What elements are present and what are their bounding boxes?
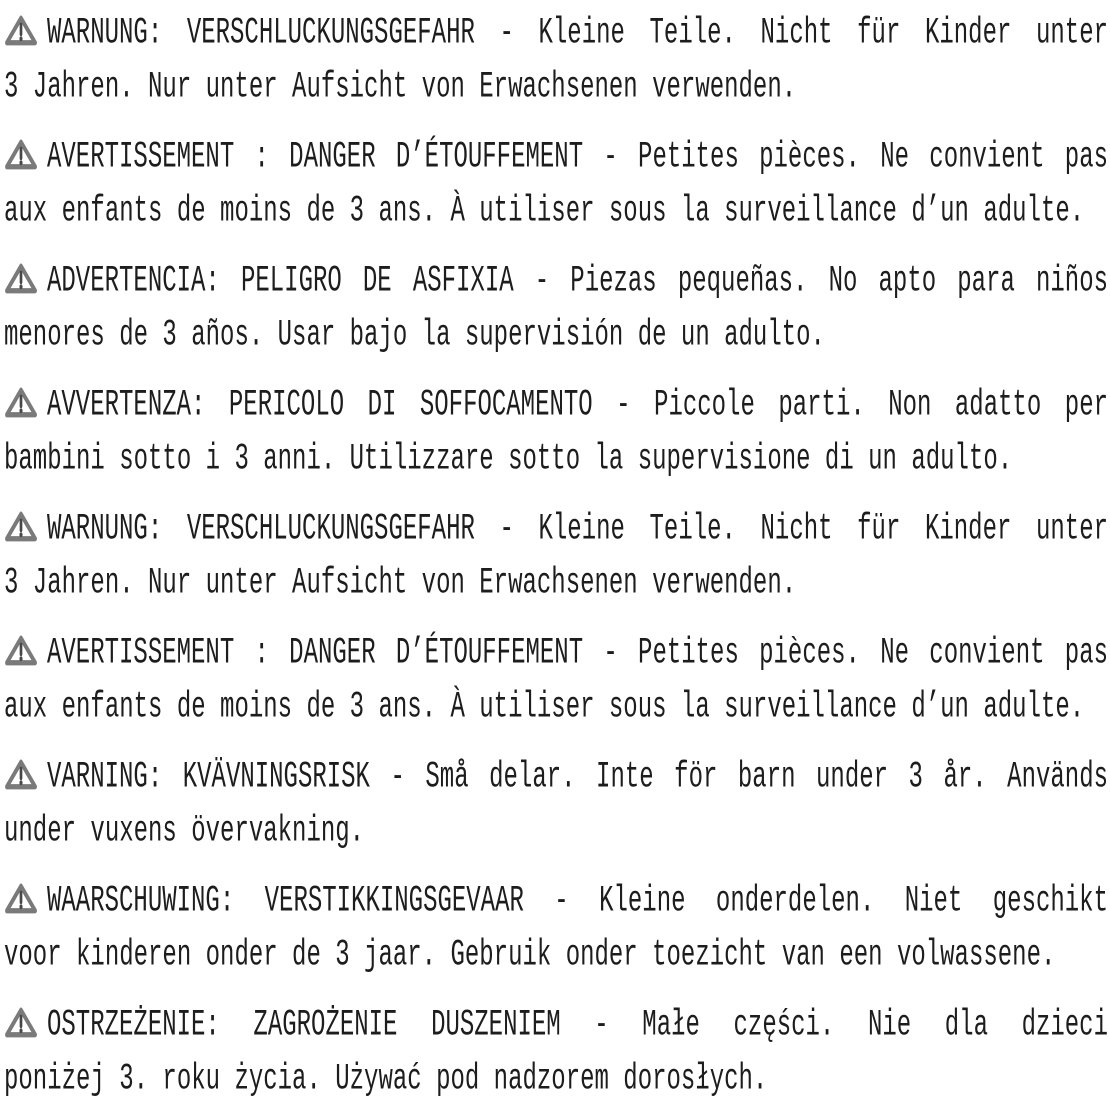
warning-text: WARNUNG: VERSCHLUCKUNGSGEFAHR - Kleine Teile. Nicht für Kinder unter 3 Jahren. Nur unter Aufsicht von Erwachsenen verwenden. — [4, 509, 1108, 605]
warning-triangle-icon — [4, 759, 38, 791]
warning-text: WARNUNG: VERSCHLUCKUNGSGEFAHR - Kleine Teile. Nicht für Kinder unter 3 Jahren. Nur unter Aufsicht von Erwachsenen verwenden. — [4, 13, 1108, 109]
warning-triangle-icon — [4, 635, 38, 667]
warning-text: AVVERTENZA: PERICOLO DI SOFFOCAMENTO - Piccole parti. Non adatto per bambini sotto i 3 anni. Utilizzare sotto la supervisione di un adulto. — [4, 385, 1108, 481]
warning-triangle-icon — [4, 139, 38, 171]
warning-paragraph-french-repeat — [4, 627, 1108, 735]
warning-paragraph-french — [4, 131, 1108, 239]
warning-triangle-icon — [4, 15, 38, 47]
warning-paragraph-italian — [4, 379, 1108, 487]
warning-text: ADVERTENCIA: PELIGRO DE ASFIXIA - Piezas pequeñas. No apto para niños menores de 3 años. Usar bajo la supervisión de un adulto. — [4, 261, 1108, 357]
warning-text: WAARSCHUWING: VERSTIKKINGSGEVAAR - Kleine onderdelen. Niet geschikt voor kinderen onder de 3 jaar. Gebruik onder toezicht van een volwassene. — [4, 881, 1108, 977]
warning-text: OSTRZEŻENIE: ZAGROŻENIE DUSZENIEM - Małe części. Nie dla dzieci poniżej 3. roku życia. Używać pod nadzorem dorosłych. — [4, 1005, 1108, 1101]
warning-triangle-icon — [4, 511, 38, 543]
warning-text: VARNING: KVÄVNINGSRISK - Små delar. Inte för barn under 3 år. Används under vuxens övervakning. — [4, 757, 1108, 853]
warning-paragraph-polish — [4, 999, 1108, 1106]
warning-text: AVERTISSEMENT : DANGER D’ÉTOUFFEMENT - Petites pièces. Ne convient pas aux enfants de moins de 3 ans. À utiliser sous la surveillance d’un adulte. — [4, 137, 1108, 233]
warning-paragraph-spanish — [4, 255, 1108, 363]
warning-paragraph-swedish — [4, 751, 1108, 859]
warning-paragraph-german-repeat — [4, 503, 1108, 611]
warning-triangle-icon — [4, 1007, 38, 1039]
warning-paragraph-german — [4, 7, 1108, 115]
warning-triangle-icon — [4, 883, 38, 915]
warning-triangle-icon — [4, 263, 38, 295]
warning-paragraph-dutch — [4, 875, 1108, 983]
warning-text: AVERTISSEMENT : DANGER D’ÉTOUFFEMENT - Petites pièces. Ne convient pas aux enfants de moins de 3 ans. À utiliser sous la surveillance d’un adulte. — [4, 633, 1108, 729]
warning-triangle-icon — [4, 387, 38, 419]
